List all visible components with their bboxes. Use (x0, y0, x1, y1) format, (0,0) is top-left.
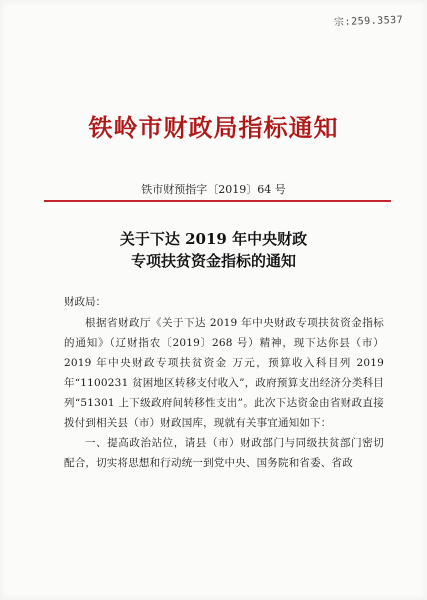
red-divider-line (44, 200, 391, 202)
handwritten-note: 宗:259.3537 (333, 14, 404, 29)
document-number: 铁市财预指字〔2019〕64 号 (141, 183, 286, 196)
notice-headline-line-2: 专项扶贫资金指标的通知 (130, 252, 296, 270)
body-paragraph: 根据省财政厅《关于下达 2019 年中央财政专项扶贫资金指标的通知》（辽财指农〔2019〕268 号）精神，现下达你县（市）2019 年中央财政专项扶贫资金 万元，预算收入科目列 2019 年“1100231 贫困地区转移支付收入”，政府预算支出经济分类科目列“51301 上下级政府间转移性支出”。此次下达资金由省财政直接拨付到相关县（市）财政国库，现就有关事宜通知如下： (64, 317, 384, 429)
addressee: 财政局： (64, 296, 106, 308)
agency-title: 铁岭市财政局指标通知 (88, 113, 339, 142)
notice-body (64, 292, 384, 473)
body-paragraph: 一、提高政治站位，请县（市）财政部门与同级扶贫部门密切配合，切实将思想和行动统一到党中央、国务院和省委、省政 (64, 437, 384, 469)
notice-headline-line-1: 关于下达 2019 年中央财政 (119, 230, 308, 248)
